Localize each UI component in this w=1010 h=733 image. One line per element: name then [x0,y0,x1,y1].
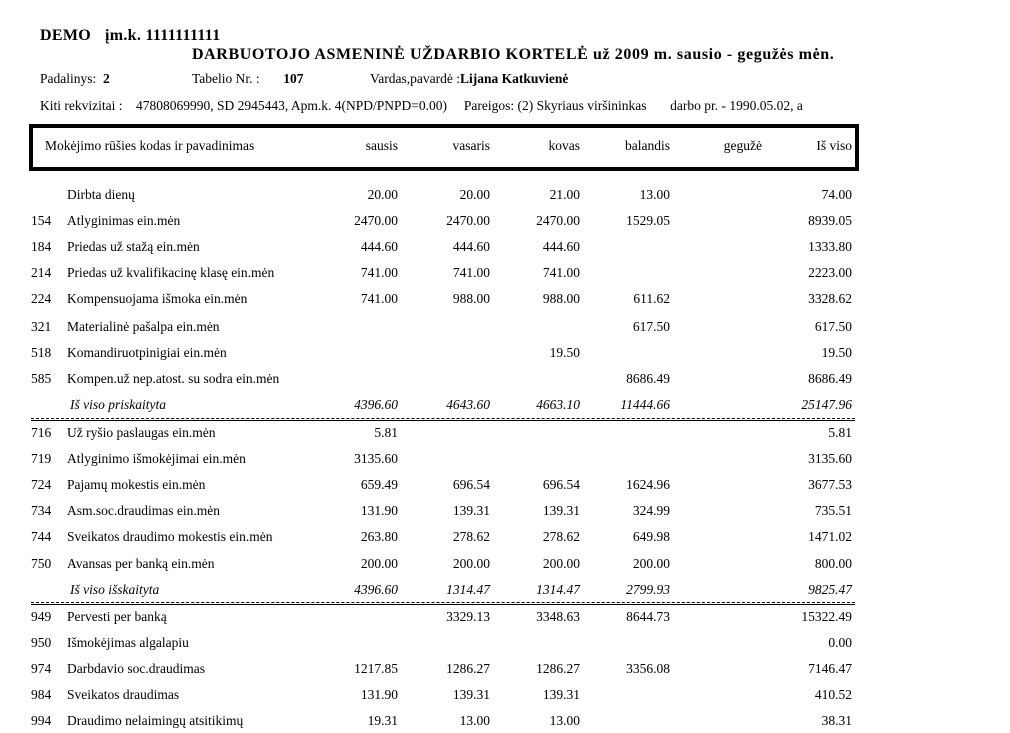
amount-m1: 20.00 [367,187,398,202]
table-row [0,345,1010,365]
payment-code: 224 [31,291,52,306]
payment-name: Priedas už stažą ein.mėn [67,239,200,254]
amount-m2: 741.00 [452,265,490,280]
payment-name: Sveikatos draudimo mokestis ein.mėn [67,529,273,544]
payment-name: Kompen.už nep.atost. su sodra ein.mėn [67,371,280,386]
payment-code: 984 [31,687,52,702]
table-row [0,477,1010,497]
payment-code: 184 [31,239,52,254]
department-label: Padalinys: [40,71,97,86]
payment-name: Komandiruotpinigiai ein.mėn [67,345,227,360]
amount-m2: 444.60 [452,239,490,254]
amount-total: 9825.47 [808,582,852,597]
amount-m1: 444.60 [360,239,398,254]
tab-number-line [192,71,304,87]
payment-code: 214 [31,265,52,280]
amount-total: 735.51 [814,503,852,518]
subtotal-separator-earnings [31,418,855,419]
amount-m4: 11444.66 [620,397,670,412]
payment-name: Avansas per banką ein.mėn [67,556,215,571]
table-row [0,451,1010,471]
amount-m1: 741.00 [360,291,398,306]
amount-total: 5.81 [828,425,852,440]
amount-m3: 278.62 [542,529,580,544]
amount-m3: 2470.00 [536,213,580,228]
payment-name: Iš viso išskaityta [70,582,160,597]
amount-m4: 200.00 [632,556,670,571]
amount-total: 3328.62 [808,291,852,306]
amount-total: 15322.49 [801,609,852,624]
amount-total: 800.00 [814,556,852,571]
amount-m3: 3348.63 [536,609,580,624]
col-may: gegužė [723,138,762,153]
amount-m2: 139.31 [452,687,490,702]
amount-total: 8686.49 [808,371,852,386]
amount-m2: 13.00 [459,713,490,728]
payment-name: Iš viso priskaityta [70,397,166,412]
amount-m2: 139.31 [452,503,490,518]
subtotal-separator-deductions [31,602,855,603]
amount-m3: 741.00 [542,265,580,280]
table-row [0,187,1010,207]
payment-code: 719 [31,451,52,466]
payment-name: Asm.soc.draudimas ein.mėn [67,503,220,518]
amount-m1: 19.31 [367,713,398,728]
amount-m4: 3356.08 [626,661,670,676]
amount-m1: 200.00 [360,556,398,571]
payment-name: Atlyginimas ein.mėn [67,213,181,228]
table-row [0,503,1010,523]
amount-total: 3135.60 [808,451,852,466]
table-row [0,661,1010,681]
payment-name: Atlyginimo išmokėjimai ein.mėn [67,451,246,466]
amount-m3: 1286.27 [536,661,580,676]
payment-name: Pajamų mokestis ein.mėn [67,477,206,492]
table-row [0,265,1010,285]
payment-name: Kompensuojama išmoka ein.mėn [67,291,248,306]
requisites-line [40,98,803,114]
amount-total: 1333.80 [808,239,852,254]
company-header [40,27,221,45]
tab-number-value: 107 [283,71,304,86]
amount-total: 410.52 [814,687,852,702]
amount-total: 38.31 [821,713,852,728]
amount-m3: 696.54 [542,477,580,492]
table-row [0,609,1010,629]
earnings-section-end [31,420,855,421]
payment-code: 750 [31,556,52,571]
table-row [0,213,1010,233]
payment-code: 724 [31,477,52,492]
table-row [0,239,1010,259]
amount-m1: 659.49 [360,477,398,492]
table-row [0,291,1010,311]
amount-m2: 20.00 [459,187,490,202]
subtotal-row [0,582,1010,602]
payment-name: Darbdavio soc.draudimas [67,661,205,676]
department-value: 2 [103,71,110,86]
company-name: DEMO [40,27,91,44]
amount-total: 25147.96 [801,397,852,412]
payment-code: 994 [31,713,52,728]
amount-m3: 21.00 [549,187,580,202]
amount-m4: 2799.93 [626,582,670,597]
amount-m2: 3329.13 [446,609,490,624]
amount-m1: 263.80 [360,529,398,544]
amount-m3: 139.31 [542,687,580,702]
department-line [40,71,110,87]
payment-code: 585 [31,371,52,386]
tab-number-label: Tabelio Nr. : [192,71,260,86]
amount-m3: 19.50 [549,345,580,360]
payment-code: 744 [31,529,52,544]
company-code: įm.k. 1111111111 [104,27,221,44]
amount-m2: 200.00 [452,556,490,571]
amount-m3: 1314.47 [536,582,580,597]
amount-total: 617.50 [814,319,852,334]
col-april: balandis [625,138,670,153]
payment-code: 974 [31,661,52,676]
work-start: darbo pr. - 1990.05.02, a [670,98,803,113]
amount-m1: 1217.85 [354,661,398,676]
amount-m4: 649.98 [632,529,670,544]
payment-name: Pervesti per banką [67,609,167,624]
amount-m4: 13.00 [639,187,670,202]
amount-m1: 2470.00 [354,213,398,228]
amount-m2: 278.62 [452,529,490,544]
amount-m3: 444.60 [542,239,580,254]
amount-total: 2223.00 [808,265,852,280]
table-row [0,425,1010,445]
amount-m3: 200.00 [542,556,580,571]
payment-name: Dirbta dienų [67,187,135,202]
amount-m3: 13.00 [549,713,580,728]
amount-m2: 2470.00 [446,213,490,228]
amount-m4: 1624.96 [626,477,670,492]
subtotal-row [0,397,1010,417]
payment-code: 716 [31,425,52,440]
amount-m3: 988.00 [542,291,580,306]
table-row [0,556,1010,576]
requisites-values: 47808069990, SD 2945443, Apm.k. 4(NPD/PNPD=0.00) [135,98,447,113]
payment-name: Sveikatos draudimas [67,687,180,702]
amount-m3: 139.31 [542,503,580,518]
amount-m1: 741.00 [360,265,398,280]
payment-code: 734 [31,503,52,518]
payment-name: Draudimo nelaimingų atsitikimų [67,713,244,728]
employee-name: Lijana Katkuvienė [459,71,569,86]
amount-total: 0.00 [828,635,852,650]
amount-total: 74.00 [821,187,852,202]
amount-m2: 1314.47 [446,582,490,597]
table-row [0,635,1010,655]
requisites-label: Kiti rekvizitai : [40,98,123,113]
amount-m4: 617.50 [632,319,670,334]
document-title: DARBUOTOJO ASMENINĖ UŽDARBIO KORTELĖ už 2009 m. sausio - gegužės mėn. [192,46,835,63]
payment-name: Materialinė pašalpa ein.mėn [67,319,220,334]
amount-m2: 988.00 [452,291,490,306]
col-march: kovas [548,138,580,153]
table-row [0,319,1010,339]
amount-m2: 4643.60 [446,397,490,412]
amount-m1: 131.90 [360,503,398,518]
payment-code: 154 [31,213,52,228]
table-row [0,371,1010,391]
amount-m1: 4396.60 [354,582,398,597]
payment-name: Už ryšio paslaugas ein.mėn [67,425,216,440]
amount-m1: 4396.60 [354,397,398,412]
col-name: Mokėjimo rūšies kodas ir pavadinimas [45,138,255,153]
amount-m2: 1286.27 [446,661,490,676]
amount-total: 19.50 [821,345,852,360]
payment-code: 321 [31,319,52,334]
payment-name: Išmokėjimas algalapiu [67,635,189,650]
employee-name-label: Vardas,pavardė : [370,71,460,86]
deductions-section-end [31,604,855,605]
amount-total: 8939.05 [808,213,852,228]
amount-m1: 3135.60 [354,451,398,466]
employee-name-line [370,71,568,87]
amount-total: 1471.02 [808,529,852,544]
amount-m4: 8686.49 [626,371,670,386]
payment-code: 949 [31,609,52,624]
amount-total: 3677.53 [808,477,852,492]
amount-m1: 131.90 [360,687,398,702]
amount-m3: 4663.10 [536,397,580,412]
amount-total: 7146.47 [808,661,852,676]
amount-m4: 8644.73 [626,609,670,624]
payment-code: 518 [31,345,52,360]
payment-code: 950 [31,635,52,650]
amount-m1: 5.81 [374,425,398,440]
position: Pareigos: (2) Skyriaus viršininkas [463,98,647,113]
table-row [0,713,1010,733]
amount-m4: 324.99 [632,503,670,518]
col-february: vasaris [452,138,490,153]
table-row [0,687,1010,707]
payment-name: Priedas už kvalifikacinę klasę ein.mėn [67,265,275,280]
col-january: sausis [365,138,398,153]
amount-m2: 696.54 [452,477,490,492]
amount-m4: 1529.05 [626,213,670,228]
col-total: Iš viso [816,138,852,153]
amount-m4: 611.62 [633,291,670,306]
table-row [0,529,1010,549]
